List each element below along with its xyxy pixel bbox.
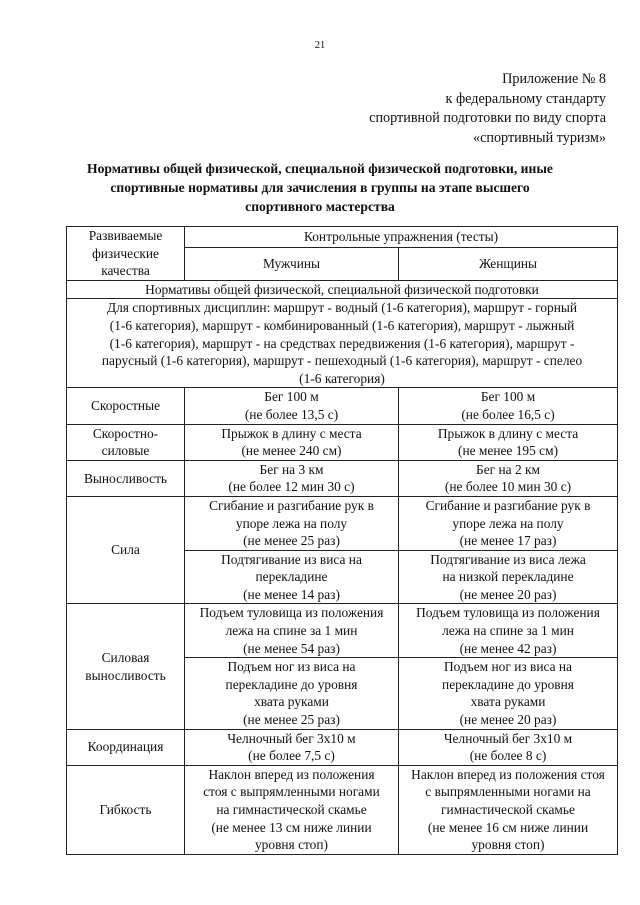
table-row: [67, 604, 618, 658]
test-line: (не менее 195 см): [457, 443, 559, 459]
test-line: (не более 10 мин 30 с): [444, 479, 572, 495]
test-line: Сгибание и разгибание рук в: [209, 497, 374, 513]
test-line: (не более 8 с): [469, 748, 547, 764]
quality-line: Гибкость: [99, 802, 152, 817]
test-line: лежа на спине за 1 мин: [442, 623, 574, 639]
test-line: (не менее 20 раз): [459, 712, 557, 728]
page-number: 21: [314, 40, 326, 51]
test-line: на гимнастической скамье: [216, 802, 367, 817]
test-line: хвата руками: [470, 694, 546, 710]
test-line: уровня стоп): [471, 837, 545, 853]
quality-line: Сила: [111, 542, 140, 558]
test-line: упоре лежа на полу: [452, 515, 564, 531]
test-line: Челночный бег 3x10 м: [227, 730, 356, 746]
appendix-line: Приложение № 8: [502, 71, 606, 87]
test-line: (не менее 42 раз): [459, 640, 557, 656]
disciplines-line: Для спортивных дисциплин: маршрут - водный (1-6 категория), маршрут - горный: [106, 300, 578, 316]
quality-cell: [67, 388, 185, 424]
title-line: спортивного мастерства: [245, 199, 395, 214]
test-line: Подъем ног из виса на: [444, 659, 572, 675]
test-line: Подтягивание из виса лежа: [430, 551, 586, 567]
test-line: Бег 100 м: [264, 389, 319, 405]
test-line: (не менее 25 раз): [243, 533, 340, 549]
test-line: перекладине до уровня: [442, 676, 574, 692]
women-test-cell: [399, 388, 618, 424]
men-test-cell: [185, 424, 399, 460]
test-line: Подъем туловища из положения: [416, 605, 600, 621]
test-line: (не менее 16 см ниже линии: [427, 819, 589, 835]
disciplines-line: парусный (1-6 категория), маршрут - пешеходный (1-6 категория), маршрут - спелео: [101, 353, 583, 369]
women-test-cell: [399, 729, 618, 765]
appendix-line: спортивной подготовки по виду спорта: [369, 110, 606, 126]
men-test-cell: [185, 729, 399, 765]
test-line: с выпрямленными ногами на: [425, 784, 591, 800]
men-test-cell: [185, 496, 399, 550]
women-test-cell: [399, 460, 618, 496]
women-test-cell: [399, 424, 618, 460]
table-row: [67, 460, 618, 496]
test-line: (не более 12 мин 30 с): [228, 479, 355, 495]
disciplines-line: (1-6 категория), маршрут - на средствах передвижения (1-6 категория), маршрут -: [109, 335, 575, 351]
quality-cell: [67, 604, 185, 729]
appendix-line: к федеральному стандарту: [445, 90, 606, 107]
header-men: Мужчины: [185, 247, 399, 280]
table-row: [67, 388, 618, 424]
test-line: (не менее 25 раз): [243, 712, 340, 728]
section-row: [67, 280, 618, 299]
quality-line: Силовая: [101, 649, 150, 665]
header-qualities: [67, 227, 185, 281]
test-line: уровня стоп): [254, 837, 329, 853]
test-line: Наклон вперед из положения стоя: [411, 766, 605, 782]
test-line: (не менее 13 см ниже линии: [211, 819, 372, 835]
men-test-cell: [185, 550, 399, 604]
test-line: хвата руками: [254, 694, 329, 710]
header-women: Женщины: [399, 247, 618, 280]
men-test-cell: [185, 388, 399, 424]
test-line: гимнастической скамье: [441, 802, 575, 817]
men-test-cell: [185, 658, 399, 729]
disciplines-line: (1-6 категория), маршрут - комбинированный (1-6 категория), маршрут - лыжный: [109, 317, 575, 333]
test-line: Наклон вперед из положения: [208, 766, 375, 782]
test-line: перекладине: [255, 569, 328, 585]
test-line: Подтягивание из виса на: [221, 551, 362, 567]
table-row: [67, 729, 618, 765]
test-line: (не менее 240 см): [241, 443, 342, 459]
header-qualities-line: качества: [101, 263, 150, 279]
test-line: (не более 7,5 с): [248, 748, 335, 764]
test-line: (не менее 20 раз): [459, 586, 557, 602]
test-line: Прыжок в длину с места: [437, 425, 579, 441]
table-row: [67, 496, 618, 550]
appendix-block: [369, 70, 606, 148]
women-test-cell: [399, 496, 618, 550]
quality-cell: [67, 765, 185, 854]
men-test-cell: [185, 604, 399, 658]
quality-cell: [67, 460, 185, 496]
quality-line: Координация: [87, 739, 164, 755]
women-test-cell: [399, 765, 618, 854]
table-row: [67, 424, 618, 460]
document-title: [40, 159, 600, 216]
women-test-cell: [399, 550, 618, 604]
test-line: (не менее 14 раз): [243, 586, 340, 602]
appendix-line: «спортивный туризм»: [472, 129, 606, 146]
test-line: (не более 13,5 с): [244, 406, 339, 422]
header-qualities-line: физические: [92, 245, 159, 261]
test-line: Прыжок в длину с места: [221, 425, 362, 441]
test-line: Подъем туловища из положения: [199, 605, 384, 621]
test-line: (не менее 17 раз): [459, 533, 557, 549]
quality-cell: [67, 729, 185, 765]
quality-cell: [67, 496, 185, 604]
test-line: Бег на 2 км: [476, 461, 540, 477]
title-line: Нормативы общей физической, специальной физической подготовки, иные: [87, 161, 553, 176]
quality-line: Выносливость: [83, 470, 168, 486]
test-line: Челночный бег 3x10 м: [443, 730, 573, 746]
quality-line: Скоростные: [90, 398, 161, 414]
section-title: Нормативы общей физической, специальной физической подготовки: [67, 280, 618, 299]
header-qualities-line: Развиваемые: [88, 228, 163, 243]
quality-line: силовые: [101, 443, 150, 459]
test-line: (не менее 54 раз): [243, 640, 340, 656]
disciplines-line: (1-6 категория): [299, 370, 385, 386]
quality-line: выносливость: [85, 667, 166, 683]
title-line: спортивные нормативы для зачисления в группы на этапе высшего: [110, 180, 530, 195]
header-tests: Контрольные упражнения (тесты): [185, 227, 618, 248]
table-body: [67, 227, 618, 855]
men-test-cell: [185, 460, 399, 496]
test-line: (не более 16,5 с): [461, 406, 555, 422]
test-line: Сгибание и разгибание рук в: [425, 497, 591, 513]
test-line: Бег на 3 км: [259, 461, 324, 477]
test-line: Бег 100 м: [480, 389, 536, 405]
women-test-cell: [399, 604, 618, 658]
test-line: стоя с выпрямленными ногами: [203, 784, 380, 800]
table-row: [67, 765, 618, 854]
women-test-cell: [399, 658, 618, 729]
test-line: на низкой перекладине: [442, 569, 574, 585]
test-line: Подъем ног из виса на: [227, 659, 356, 675]
header-row: [67, 227, 618, 248]
quality-cell: [67, 424, 185, 460]
disciplines-row: [67, 299, 618, 388]
standards-table: [66, 226, 618, 855]
men-test-cell: [185, 765, 399, 854]
quality-line: Скоростно-: [92, 425, 159, 441]
disciplines-note: [67, 299, 618, 388]
test-line: лежа на спине за 1 мин: [225, 623, 358, 639]
test-line: упоре лежа на полу: [235, 515, 348, 531]
test-line: перекладине до уровня: [225, 676, 358, 692]
